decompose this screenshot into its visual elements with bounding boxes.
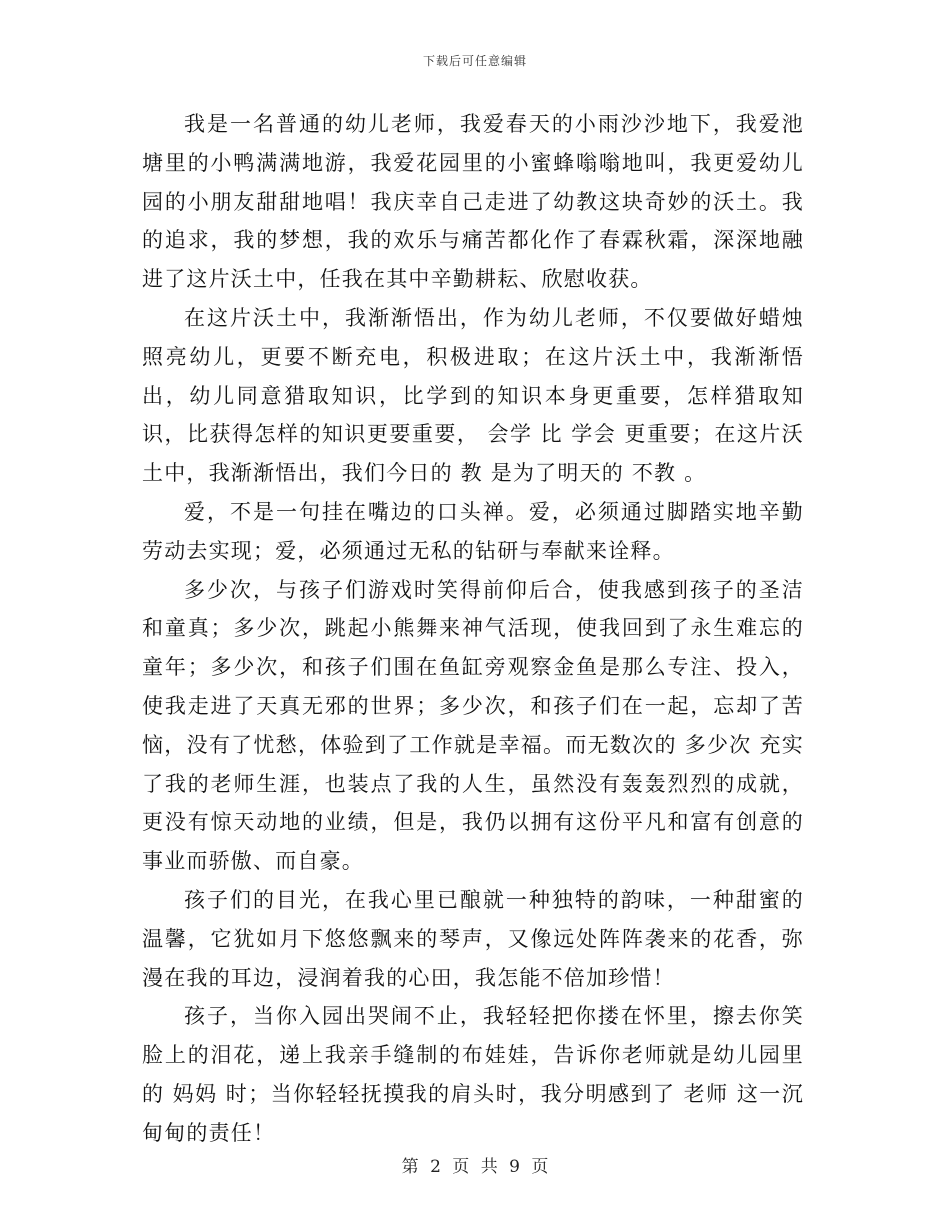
paragraph-2: 在这片沃土中，我渐渐悟出，作为幼儿老师，不仅要做好蜡烛照亮幼儿，更要不断充电，积极进取；在这片沃土中，我渐渐悟出，幼儿同意猎取知识，比学到的知识本身更重要，怎样猎取知识，比获得怎样的知识更要重要， 会学 比 学会 更重要；在这片沃土中，我渐渐悟出，我们今日的 教 是为了明天的 不教 。 — [142, 305, 804, 486]
document-body — [142, 105, 804, 1153]
page-header: 下载后可任意编辑 — [422, 54, 527, 68]
paragraph-1: 我是一名普通的幼儿老师，我爱春天的小雨沙沙地下，我爱池塘里的小鸭满满地游，我爱花园里的小蜜蜂嗡嗡地叫，我更爱幼儿园的小朋友甜甜地唱！我庆幸自己走进了幼教这块奇妙的沃土。我的追求，我的梦想，我的欢乐与痛苦都化作了春霖秋霜，深深地融进了这片沃土中，任我在其中辛勤耕耘、欣慰收获。 — [142, 112, 804, 292]
paragraph-6: 孩子，当你入园出哭闹不止，我轻轻把你搂在怀里，擦去你笑脸上的泪花，递上我亲手缝制的布娃娃，告诉你老师就是幼儿园里的 妈妈 时；当你轻轻抚摸我的肩头时，我分明感到了 老师 这一沉甸甸的责任！ — [142, 1004, 804, 1145]
page-number-footer: 第 2 页 共 9 页 — [401, 1157, 549, 1177]
paragraph-4: 多少次，与孩子们游戏时笑得前仰后合，使我感到孩子的圣洁和童真；多少次，跳起小熊舞来神气活现，使我回到了永生难忘的童年；多少次，和孩子们围在鱼缸旁观察金鱼是那么专注、投入，使我走进了天真无邪的世界；多少次，和孩子们在一起，忘却了苦恼，没有了忧愁，体验到了工作就是幸福。而无数次的 多少次 充实了我的老师生涯，也装点了我的人生，虽然没有轰轰烈烈的成就，更没有惊天动地的业绩，但是，我仍以拥有这份平凡和富有创意的事业而骄傲、而自豪。 — [142, 577, 804, 874]
paragraph-5: 孩子们的目光，在我心里已酿就一种独特的韵味，一种甜蜜的温馨，它犹如月下悠悠飘来的琴声，又像远处阵阵袭来的花香，弥漫在我的耳边，浸润着我的心田，我怎能不倍加珍惜！ — [142, 887, 804, 990]
paragraph-3: 爱，不是一句挂在嘴边的口头禅。爱，必须通过脚踏实地辛勤劳动去实现；爱，必须通过无私的钻研与奉献来诠释。 — [142, 499, 804, 563]
